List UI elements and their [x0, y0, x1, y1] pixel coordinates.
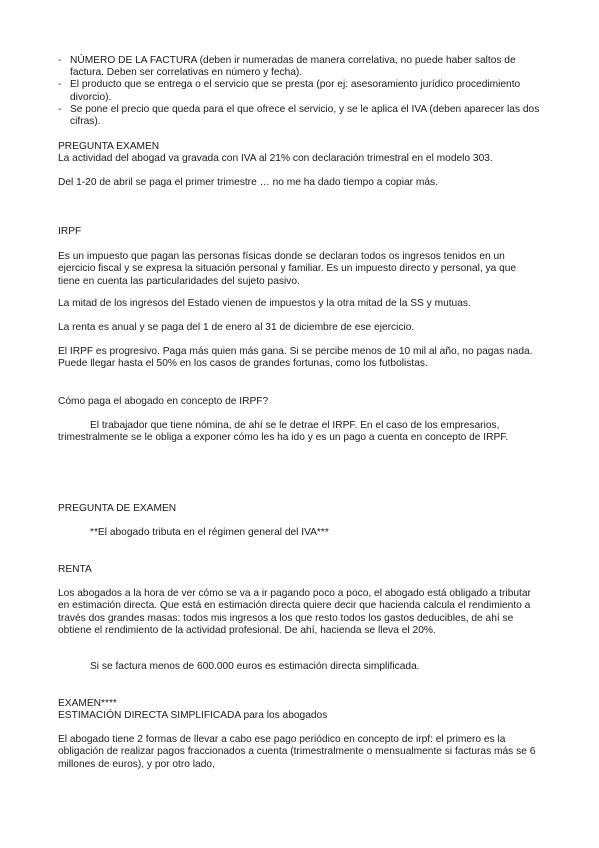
paragraph-trabajador: El trabajador que tiene nómina, de ahí se le detrae el IRPF. En el caso de los empresarios, trimestralmente se le obliga a exponer cómo les ha ido y es un pago a cuenta en concepto de IRPF.: [58, 420, 509, 444]
exam-question-label: PREGUNTA EXAMEN: [58, 141, 160, 152]
list-item: [58, 79, 540, 103]
invoice-requirements-list: [58, 55, 540, 128]
paragraph-irpf-ingresos: La mitad de los ingresos del Estado vienen de impuestos y la otra mitad de la SS y mutuas.: [58, 298, 471, 309]
section-heading-estimacion: ESTIMACIÓN DIRECTA SIMPLIFICADA para los abogados: [58, 710, 328, 721]
paragraph-irpf-definition: Es un impuesto que pagan las personas físicas donde se declaran todos os ingresos tenidos en un ejercicio fiscal y se expresa la situación personal y familiar. Es un impuesto directo y personal, ya que tiene en cuenta las particularidades del sujeto pasivo.: [58, 251, 517, 287]
bullet-text: El producto que se entrega o el servicio que se presta (por ej: asesoramiento jurídico procedimiento divorcio).: [70, 79, 521, 103]
section-heading-irpf: IRPF: [58, 226, 82, 237]
question-como-paga: Cómo paga el abogado en concepto de IRPF?: [58, 396, 269, 407]
paragraph-renta-simplificada: Si se factura menos de 600.000 euros es estimación directa simplificada.: [90, 661, 420, 672]
exam-marker: EXAMEN****: [58, 698, 117, 709]
paragraph-renta-estimacion: Los abogados a la hora de ver cómo se va a ir pagando poco a poco, el abogado está obligado a tributar en estimación directa. Que está en estimación directa quiere decir que hacienda calcula el rendimiento a través dos grandes masas: todos mis ingresos a los que resto todos los gastos deducibles, de ahí se obtiene el rendimiento de la actividad profesional. De ahí, hacienda se lleva el 20%.: [58, 588, 531, 637]
paragraph-iva-abogado: La actividad del abogad va gravada con IVA al 21% con declaración trimestral en el modelo 303.: [58, 153, 493, 164]
paragraph-irpf-progresivo: El IRPF es progresivo. Paga más quien más gana. Si se percibe menos de 10 mil al año, no pagas nada. Puede llegar hasta el 50% en los casos de grandes fortunas, como los futbolistas.: [58, 346, 533, 370]
paragraph-primer-trimestre: Del 1-20 de abril se paga el primer trimestre … no me ha dado tiempo a copiar más.: [58, 177, 438, 188]
list-item: [58, 104, 540, 128]
bullet-text: Se pone el precio que queda para el que ofrece el servicio, y se le aplica el IVA (deben aparecer las dos cifras).: [70, 103, 540, 128]
bullet-marker: -: [58, 103, 62, 115]
exam-question-label-2: PREGUNTA DE EXAMEN: [58, 503, 177, 514]
paragraph-formas-pago: El abogado tiene 2 formas de llevar a cabo ese pago periódico en concepto de irpf: el primero es la obligación de realizar pagos fraccionados a cuenta (trimestralmente o mensualmente si facturas más se 6 millones de euros), y por otro lado,: [58, 734, 536, 770]
list-item: [58, 55, 540, 79]
bullet-marker: -: [58, 79, 62, 91]
bullet-text: NÚMERO DE LA FACTURA (deben ir numeradas de manera correlativa, no puede haber saltos de factura. Deben ser correlativas en número y fecha).: [70, 55, 516, 79]
bullet-marker: -: [58, 55, 62, 66]
section-heading-renta: RENTA: [58, 564, 92, 575]
paragraph-tributa-iva: **El abogado tributa en el régimen general del IVA***: [90, 527, 329, 538]
paragraph-irpf-anual: La renta es anual y se paga del 1 de enero al 31 de diciembre de ese ejercicio.: [58, 322, 415, 333]
